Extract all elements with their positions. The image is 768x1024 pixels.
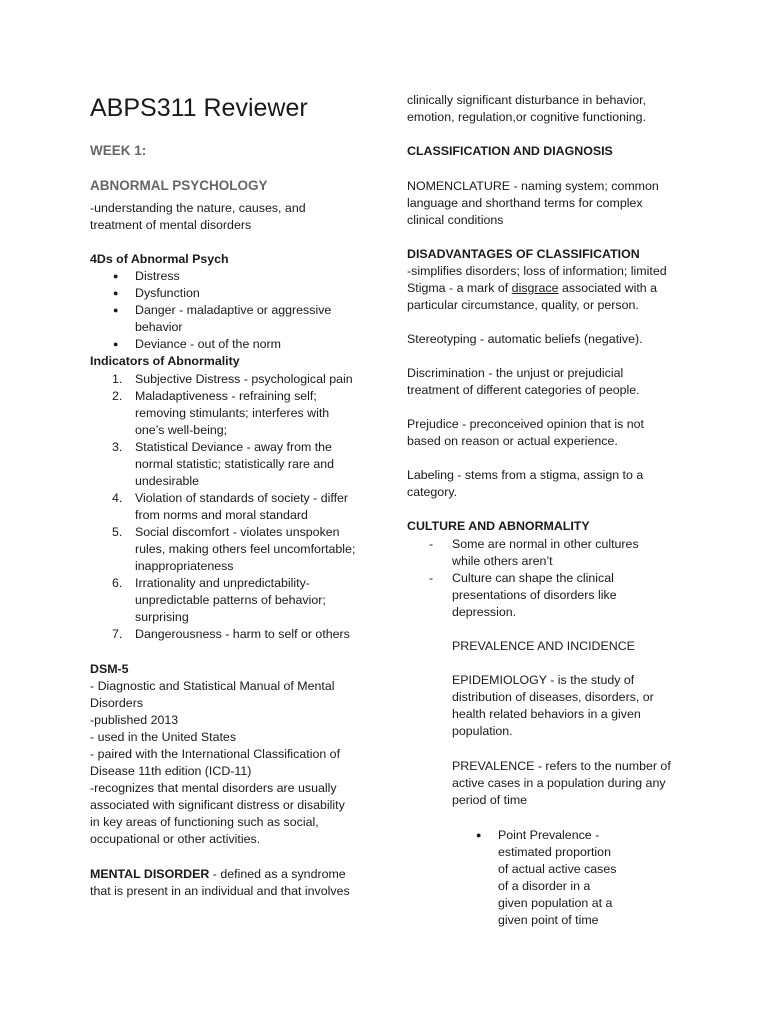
classification-heading: CLASSIFICATION AND DIAGNOSIS <box>407 144 613 158</box>
indicators-list <box>90 371 375 643</box>
dsm-line: - Diagnostic and Statistical Manual of Mental Disorders <box>90 679 335 710</box>
four-ds-heading: 4Ds of Abnormal Psych <box>90 252 229 266</box>
list-item: ● Dysfunction <box>90 285 370 302</box>
stigma-paragraph: Stigma - a mark of disgrace associated with a particular circumstance, quality, or person. <box>407 281 658 312</box>
mental-disorder-term: MENTAL DISORDER <box>90 867 210 881</box>
list-item: - Culture can shape the clinical presentations of disorders like depression. <box>407 570 637 621</box>
disadvantages-line: -simplifies disorders; loss of information; limited <box>407 264 667 278</box>
list-item: 3. Statistical Deviance - away from the normal statistic; statistically rare and undesirable <box>112 440 335 488</box>
prejudice-paragraph: Prejudice - preconceived opinion that is not based on reason or actual experience. <box>407 417 644 448</box>
list-item: 2. Maladaptiveness - refraining self; removing stimulants; interferes with one’s well-being; <box>112 389 330 437</box>
list-item: ● Deviance - out of the norm <box>90 336 370 353</box>
list-item: ● Danger - maladaptive or aggressive behavior <box>90 302 335 336</box>
dsm-line: - paired with the International Classification of Disease 11th edition (ICD-11) <box>90 747 341 778</box>
dsm-line: - used in the United States <box>90 730 237 744</box>
list-item: 1. Subjective Distress - psychological pain <box>112 372 353 386</box>
culture-list <box>407 536 677 621</box>
abnormal-psychology-definition: -understanding the nature, causes, and treatment of mental disorders <box>90 201 306 232</box>
prevalence-paragraph: PREVALENCE - refers to the number of active cases in a population during any period of time <box>452 759 671 807</box>
list-item: 7. Dangerousness - harm to self or others <box>112 627 350 641</box>
dsm-notes <box>90 678 355 848</box>
indicators-heading: Indicators of Abnormality <box>90 354 240 368</box>
four-ds-list <box>90 268 370 353</box>
week-heading: WEEK 1: <box>90 143 147 158</box>
dsm-heading: DSM-5 <box>90 662 129 676</box>
mental-disorder-paragraph: MENTAL DISORDER - defined as a syndrome that is present in an individual and that involves <box>90 867 350 898</box>
document-title: ABPS311 Reviewer <box>90 94 308 122</box>
disadvantages-heading: DISADVANTAGES OF CLASSIFICATION <box>407 247 640 261</box>
prevalence-incidence-heading: PREVALENCE AND INCIDENCE <box>452 639 635 653</box>
prevalence-types-list <box>407 827 623 929</box>
list-item: ● Distress <box>90 268 370 285</box>
nomenclature-paragraph: NOMENCLATURE - naming system; common language and shorthand terms for complex clinical conditions <box>407 179 659 227</box>
list-item: 4. Violation of standards of society - differ from norms and moral standard <box>112 491 349 522</box>
list-item: 6. Irrationality and unpredictability- unpredictable patterns of behavior; surprising <box>112 576 326 624</box>
labeling-paragraph: Labeling - stems from a stigma, assign to a category. <box>407 468 644 499</box>
mental-disorder-continuation: clinically significant disturbance in behavior, emotion, regulation,or cognitive functioning. <box>407 93 647 124</box>
discrimination-paragraph: Discrimination - the unjust or prejudicial treatment of different categories of people. <box>407 366 640 397</box>
list-item: 5. Social discomfort - violates unspoken rules, making others feel uncomfortable; inappropriateness <box>112 525 356 573</box>
dsm-line: -published 2013 <box>90 713 179 727</box>
stereotyping-paragraph: Stereotyping - automatic beliefs (negative). <box>407 332 643 346</box>
culture-heading: CULTURE AND ABNORMALITY <box>407 519 590 533</box>
list-item: ● Point Prevalence - estimated proportion of actual active cases of a disorder in a given population at a given point of time <box>407 827 623 929</box>
epidemiology-paragraph: EPIDEMIOLOGY - is the study of distribution of diseases, disorders, or health related behaviors in a given population. <box>452 673 654 738</box>
disgrace-link: disgrace <box>511 281 559 295</box>
dsm-line: -recognizes that mental disorders are usually associated with significant distress or disability in key areas of functioning such as social, occupational or other activities. <box>90 781 345 846</box>
list-item: - Some are normal in other cultures while others aren’t <box>407 536 667 570</box>
abnormal-psychology-heading: ABNORMAL PSYCHOLOGY <box>90 178 268 193</box>
